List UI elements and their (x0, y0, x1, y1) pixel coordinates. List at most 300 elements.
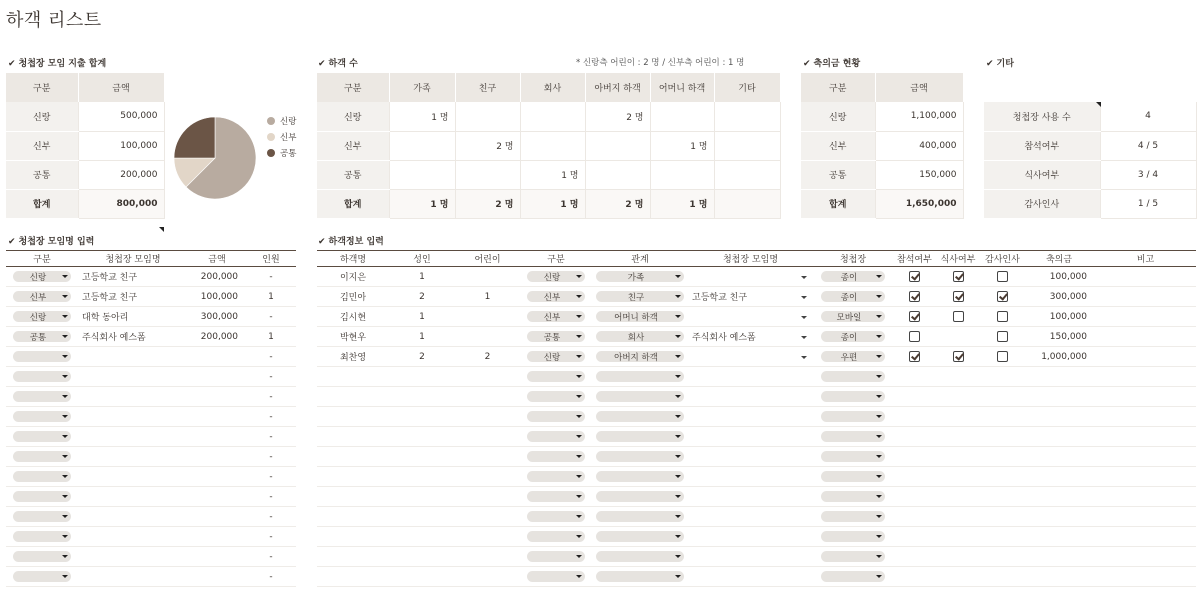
amount-cell[interactable] (188, 527, 246, 547)
amount-cell[interactable]: 500,000 (78, 102, 164, 131)
gift-amount-cell[interactable] (1023, 427, 1095, 447)
chevron-down-icon (576, 275, 582, 278)
memo-cell[interactable] (1095, 287, 1196, 307)
group-name-cell[interactable]: 주식회사 예스폼 (78, 327, 188, 347)
dropdown-value: 종이 (840, 272, 858, 283)
attend-cell (893, 387, 935, 407)
card-cell (813, 527, 893, 547)
gift-amount-cell[interactable] (1023, 567, 1095, 587)
amount-cell[interactable] (188, 467, 246, 487)
meal-cell (935, 467, 981, 487)
count-cell (714, 160, 780, 189)
chevron-down-icon (62, 535, 68, 538)
group-name-cell[interactable]: 고등학교 친구 (78, 267, 188, 287)
type-dropdown[interactable] (527, 351, 585, 362)
type-dropdown[interactable] (13, 451, 71, 462)
adult-count-cell[interactable] (389, 387, 455, 407)
child-count-cell[interactable]: 2 (455, 347, 520, 367)
type-dropdown[interactable] (527, 551, 585, 562)
group-name-cell[interactable] (78, 467, 188, 487)
relation-dropdown[interactable] (596, 271, 684, 282)
attend-checkbox[interactable] (909, 271, 920, 282)
row-label: 신부 (317, 131, 389, 160)
group-name-cell[interactable] (78, 367, 188, 387)
total-label: 합계 (317, 189, 389, 218)
memo-cell[interactable] (1095, 267, 1196, 287)
guest-name-cell[interactable] (317, 467, 389, 487)
memo-cell[interactable] (1095, 487, 1196, 507)
type-dropdown[interactable] (13, 431, 71, 442)
card-type-dropdown[interactable] (821, 291, 885, 302)
card-type-dropdown[interactable] (821, 531, 885, 542)
type-dropdown[interactable] (13, 551, 71, 562)
child-count-cell[interactable] (455, 547, 520, 567)
type-dropdown[interactable] (527, 531, 585, 542)
child-count-cell[interactable] (455, 387, 520, 407)
amount-cell[interactable] (188, 487, 246, 507)
table-row (317, 487, 1196, 507)
group-name-cell[interactable] (78, 447, 188, 467)
attend-checkbox[interactable] (909, 291, 920, 302)
type-dropdown[interactable] (13, 391, 71, 402)
chevron-down-icon (675, 535, 681, 538)
card-type-dropdown[interactable] (821, 331, 885, 342)
relation-dropdown[interactable] (596, 551, 684, 562)
meal-cell (935, 327, 981, 347)
amount-cell[interactable]: 100,000 (188, 287, 246, 307)
thanks-checkbox[interactable] (997, 351, 1008, 362)
adult-count-cell[interactable] (389, 427, 455, 447)
adult-count-cell[interactable] (389, 467, 455, 487)
section-title-guest-input: ✔ 하객정보 입력 (318, 237, 384, 247)
type-dropdown[interactable] (13, 491, 71, 502)
type-dropdown[interactable] (527, 291, 585, 302)
amount-cell[interactable]: 200,000 (188, 327, 246, 347)
thanks-cell (981, 527, 1023, 547)
chevron-down-icon (675, 415, 681, 418)
meal-cell (935, 407, 981, 427)
gift-amount-cell[interactable] (1023, 547, 1095, 567)
type-cell (6, 287, 78, 307)
gift-amount-cell[interactable] (1023, 507, 1095, 527)
table-row (317, 347, 1196, 367)
column-header: 청첩장 모임명 (688, 251, 813, 267)
group-name[interactable]: 주식회사 예스폼 (692, 333, 756, 343)
amount-cell[interactable]: 300,000 (188, 307, 246, 327)
memo-cell[interactable] (1095, 307, 1196, 327)
type-dropdown[interactable] (527, 451, 585, 462)
group-name-cell[interactable]: 대학 동아리 (78, 307, 188, 327)
comment-indicator-icon[interactable] (159, 227, 164, 232)
meal-checkbox[interactable] (953, 271, 964, 282)
comment-indicator-icon[interactable] (1096, 102, 1101, 107)
section-title-other: ✔ 기타 (986, 59, 1014, 69)
total-count: 1 명 (520, 189, 585, 218)
card-cell (813, 487, 893, 507)
type-dropdown[interactable] (13, 411, 71, 422)
count-cell: 1 명 (650, 131, 714, 160)
card-type-dropdown[interactable] (821, 491, 885, 502)
child-count-cell[interactable] (455, 327, 520, 347)
count-cell (650, 102, 714, 131)
adult-count-cell[interactable] (389, 507, 455, 527)
card-type-dropdown[interactable] (821, 511, 885, 522)
gift-amount-cell[interactable] (1023, 447, 1095, 467)
guest-name-cell[interactable]: 김시현 (317, 307, 389, 327)
guest-name-cell[interactable]: 최찬영 (317, 347, 389, 367)
gift-amount-cell[interactable]: 100,000 (1023, 307, 1095, 327)
thanks-checkbox[interactable] (997, 331, 1008, 342)
type-dropdown[interactable] (13, 331, 71, 342)
type-dropdown[interactable] (13, 371, 71, 382)
card-type-dropdown[interactable] (821, 551, 885, 562)
card-type-dropdown[interactable] (821, 271, 885, 282)
child-count-cell[interactable] (455, 407, 520, 427)
row-label: 감사인사 (984, 189, 1100, 218)
type-dropdown[interactable] (527, 271, 585, 282)
column-header: 축의금 (1023, 251, 1095, 267)
column-header: 식사여부 (935, 251, 981, 267)
thanks-checkbox[interactable] (997, 271, 1008, 282)
type-dropdown[interactable] (527, 331, 585, 342)
thanks-cell (981, 507, 1023, 527)
relation-cell (592, 307, 688, 327)
child-count-cell[interactable] (455, 447, 520, 467)
memo-cell[interactable] (1095, 467, 1196, 487)
guest-name-cell[interactable] (317, 567, 389, 587)
relation-dropdown[interactable] (596, 511, 684, 522)
memo-cell[interactable] (1095, 447, 1196, 467)
adult-count-cell[interactable] (389, 407, 455, 427)
meal-cell (935, 507, 981, 527)
count-cell (455, 102, 520, 131)
row-label: 신부 (801, 131, 875, 160)
attend-checkbox[interactable] (909, 351, 920, 362)
gift-amount-cell[interactable]: 1,000,000 (1023, 347, 1095, 367)
group-name-cell[interactable] (78, 567, 188, 587)
gift-amount-cell[interactable] (1023, 407, 1095, 427)
child-count-cell[interactable] (455, 267, 520, 287)
adult-count-cell[interactable] (389, 547, 455, 567)
gift-amount-cell[interactable]: 150,000 (1023, 327, 1095, 347)
dropdown-value: 신랑 (543, 352, 561, 363)
meal-checkbox[interactable] (953, 351, 964, 362)
relation-dropdown[interactable] (596, 471, 684, 482)
type-dropdown[interactable] (527, 511, 585, 522)
chevron-down-icon (876, 515, 882, 518)
row-label: 신부 (6, 131, 78, 160)
card-type-dropdown[interactable] (821, 371, 885, 382)
row-label: 청첩장 사용 수 (984, 102, 1100, 131)
type-dropdown[interactable] (527, 471, 585, 482)
memo-cell[interactable] (1095, 547, 1196, 567)
amount-cell[interactable] (188, 387, 246, 407)
meal-cell (935, 547, 981, 567)
chevron-down-icon (62, 375, 68, 378)
column-header: 관계 (592, 251, 688, 267)
group-cell (688, 407, 813, 427)
amount-cell[interactable]: 200,000 (188, 267, 246, 287)
card-type-dropdown[interactable] (821, 411, 885, 422)
relation-dropdown[interactable] (596, 491, 684, 502)
table-row (317, 467, 1196, 487)
group-name-cell[interactable] (78, 487, 188, 507)
gift-amount-cell[interactable]: 300,000 (1023, 287, 1095, 307)
adult-count-cell[interactable]: 2 (389, 287, 455, 307)
invitation-input-table (6, 250, 296, 587)
type-dropdown[interactable] (527, 371, 585, 382)
relation-dropdown[interactable] (596, 451, 684, 462)
column-header: 비고 (1095, 251, 1196, 267)
count-cell (714, 102, 780, 131)
table-row (317, 407, 1196, 427)
meal-checkbox[interactable] (953, 311, 964, 322)
relation-dropdown[interactable] (596, 291, 684, 302)
child-count-cell[interactable] (455, 427, 520, 447)
memo-cell[interactable] (1095, 327, 1196, 347)
group-name-cell[interactable]: 고등학교 친구 (78, 287, 188, 307)
guest-name-cell[interactable] (317, 427, 389, 447)
memo-cell[interactable] (1095, 527, 1196, 547)
card-type-dropdown[interactable] (821, 571, 885, 582)
chevron-down-icon (675, 455, 681, 458)
guest-name-cell[interactable]: 김민아 (317, 287, 389, 307)
card-cell (813, 347, 893, 367)
amount-cell[interactable] (188, 447, 246, 467)
relation-dropdown[interactable] (596, 431, 684, 442)
amount-cell[interactable] (188, 567, 246, 587)
group-name-cell[interactable] (78, 507, 188, 527)
chevron-down-icon (675, 375, 681, 378)
chevron-down-icon (576, 395, 582, 398)
child-count-cell[interactable] (455, 467, 520, 487)
column-header: 감사인사 (981, 251, 1023, 267)
type-dropdown[interactable] (13, 351, 71, 362)
type-cell (6, 367, 78, 387)
relation-dropdown[interactable] (596, 331, 684, 342)
dropdown-value: 모바일 (836, 312, 862, 323)
type-dropdown[interactable] (527, 391, 585, 402)
chevron-down-icon[interactable] (801, 336, 807, 339)
card-type-dropdown[interactable] (821, 431, 885, 442)
group-name-cell[interactable] (78, 407, 188, 427)
thanks-checkbox[interactable] (997, 311, 1008, 322)
adult-count-cell[interactable]: 2 (389, 347, 455, 367)
attend-cell (893, 287, 935, 307)
guest-name-cell[interactable] (317, 367, 389, 387)
amount-cell[interactable]: 100,000 (78, 131, 164, 160)
check-icon: ✔ (318, 59, 326, 69)
type-dropdown[interactable] (527, 491, 585, 502)
adult-count-cell[interactable]: 1 (389, 267, 455, 287)
meal-checkbox[interactable] (953, 291, 964, 302)
type-dropdown[interactable] (13, 511, 71, 522)
dropdown-value: 가족 (627, 272, 645, 283)
chevron-down-icon (876, 455, 882, 458)
people-cell: - (246, 467, 296, 487)
group-name-cell[interactable] (78, 427, 188, 447)
card-type-dropdown[interactable] (821, 451, 885, 462)
count-cell (520, 131, 585, 160)
type-dropdown[interactable] (527, 311, 585, 322)
adult-count-cell[interactable] (389, 527, 455, 547)
group-cell (688, 567, 813, 587)
memo-cell[interactable] (1095, 367, 1196, 387)
gift-amount-cell[interactable] (1023, 527, 1095, 547)
amount-cell[interactable] (188, 367, 246, 387)
adult-count-cell[interactable] (389, 367, 455, 387)
adult-count-cell[interactable]: 1 (389, 327, 455, 347)
guest-name-cell[interactable] (317, 507, 389, 527)
child-count-cell[interactable] (455, 527, 520, 547)
guest-name-cell[interactable]: 이지은 (317, 267, 389, 287)
table-row (6, 447, 296, 467)
count-cell: 2 명 (455, 131, 520, 160)
type-dropdown[interactable] (13, 471, 71, 482)
guest-name-cell[interactable] (317, 407, 389, 427)
card-type-dropdown[interactable] (821, 311, 885, 322)
attend-checkbox[interactable] (909, 311, 920, 322)
table-row (317, 267, 1196, 287)
relation-dropdown[interactable] (596, 371, 684, 382)
type-cell (520, 267, 592, 287)
child-count-cell[interactable] (455, 307, 520, 327)
amount-cell[interactable] (188, 547, 246, 567)
column-header: 구분 (6, 73, 78, 102)
chevron-down-icon (876, 575, 882, 578)
dropdown-value: 종이 (840, 292, 858, 303)
attend-checkbox[interactable] (909, 331, 920, 342)
type-dropdown[interactable] (13, 271, 71, 282)
group-name-cell[interactable] (78, 547, 188, 567)
gift-amount-cell[interactable] (1023, 467, 1095, 487)
thanks-cell (981, 447, 1023, 467)
chevron-down-icon (62, 575, 68, 578)
child-count-cell[interactable] (455, 487, 520, 507)
card-type-dropdown[interactable] (821, 391, 885, 402)
type-dropdown[interactable] (527, 431, 585, 442)
chevron-down-icon (675, 435, 681, 438)
child-count-cell[interactable] (455, 567, 520, 587)
thanks-cell (981, 387, 1023, 407)
memo-cell[interactable] (1095, 507, 1196, 527)
adult-count-cell[interactable] (389, 447, 455, 467)
other-stats-table (984, 102, 1197, 219)
people-cell: - (246, 387, 296, 407)
type-cell (520, 467, 592, 487)
attend-cell (893, 487, 935, 507)
memo-cell[interactable] (1095, 567, 1196, 587)
attend-cell (893, 507, 935, 527)
type-dropdown[interactable] (527, 411, 585, 422)
chevron-down-icon[interactable] (801, 316, 807, 319)
group-cell (688, 447, 813, 467)
row-label: 참석여부 (984, 131, 1100, 160)
type-dropdown[interactable] (13, 291, 71, 302)
attend-cell (893, 527, 935, 547)
group-name-cell[interactable] (78, 527, 188, 547)
amount-cell[interactable] (188, 507, 246, 527)
chevron-down-icon[interactable] (801, 296, 807, 299)
adult-count-cell[interactable] (389, 487, 455, 507)
meal-cell (935, 387, 981, 407)
type-dropdown[interactable] (13, 311, 71, 322)
relation-cell (592, 327, 688, 347)
gift-amount-cell[interactable] (1023, 367, 1095, 387)
guest-name-cell[interactable] (317, 447, 389, 467)
chevron-down-icon[interactable] (801, 356, 807, 359)
amount-cell[interactable] (188, 347, 246, 367)
chevron-down-icon (576, 295, 582, 298)
relation-cell (592, 427, 688, 447)
group-name-cell[interactable] (78, 347, 188, 367)
amount-cell[interactable] (188, 427, 246, 447)
group-name[interactable]: 고등학교 친구 (692, 293, 748, 303)
amount-cell[interactable] (188, 407, 246, 427)
guest-name-cell[interactable] (317, 547, 389, 567)
group-cell (688, 427, 813, 447)
card-type-dropdown[interactable] (821, 471, 885, 482)
memo-cell[interactable] (1095, 347, 1196, 367)
adult-count-cell[interactable]: 1 (389, 307, 455, 327)
memo-cell[interactable] (1095, 387, 1196, 407)
relation-dropdown[interactable] (596, 311, 684, 322)
type-cell (6, 547, 78, 567)
group-cell (688, 387, 813, 407)
group-cell (688, 307, 813, 327)
type-dropdown[interactable] (13, 571, 71, 582)
type-dropdown[interactable] (13, 531, 71, 542)
guest-name-cell[interactable] (317, 387, 389, 407)
gift-amount-cell[interactable]: 100,000 (1023, 267, 1095, 287)
amount-cell[interactable]: 200,000 (78, 160, 164, 189)
relation-dropdown[interactable] (596, 411, 684, 422)
attend-cell (893, 347, 935, 367)
memo-cell[interactable] (1095, 427, 1196, 447)
thanks-checkbox[interactable] (997, 291, 1008, 302)
relation-cell (592, 367, 688, 387)
relation-dropdown[interactable] (596, 351, 684, 362)
column-header: 청첩장 (813, 251, 893, 267)
card-type-dropdown[interactable] (821, 351, 885, 362)
type-dropdown[interactable] (527, 571, 585, 582)
guest-name-cell[interactable]: 박현우 (317, 327, 389, 347)
people-cell: - (246, 267, 296, 287)
group-name-cell[interactable] (78, 387, 188, 407)
child-count-cell[interactable]: 1 (455, 287, 520, 307)
gift-amount-cell[interactable] (1023, 387, 1095, 407)
chevron-down-icon[interactable] (801, 276, 807, 279)
relation-dropdown[interactable] (596, 391, 684, 402)
total-count: 1 명 (650, 189, 714, 218)
chevron-down-icon (876, 415, 882, 418)
child-count-cell[interactable] (455, 507, 520, 527)
guest-name-cell[interactable] (317, 527, 389, 547)
group-cell (688, 507, 813, 527)
relation-dropdown[interactable] (596, 571, 684, 582)
gift-amount-cell[interactable] (1023, 487, 1095, 507)
column-header: 인원 (246, 251, 296, 267)
relation-dropdown[interactable] (596, 531, 684, 542)
adult-count-cell[interactable] (389, 567, 455, 587)
chevron-down-icon (62, 435, 68, 438)
count-cell (389, 131, 455, 160)
chevron-down-icon (62, 515, 68, 518)
type-cell (520, 387, 592, 407)
child-count-cell[interactable] (455, 367, 520, 387)
guest-name-cell[interactable] (317, 487, 389, 507)
memo-cell[interactable] (1095, 407, 1196, 427)
